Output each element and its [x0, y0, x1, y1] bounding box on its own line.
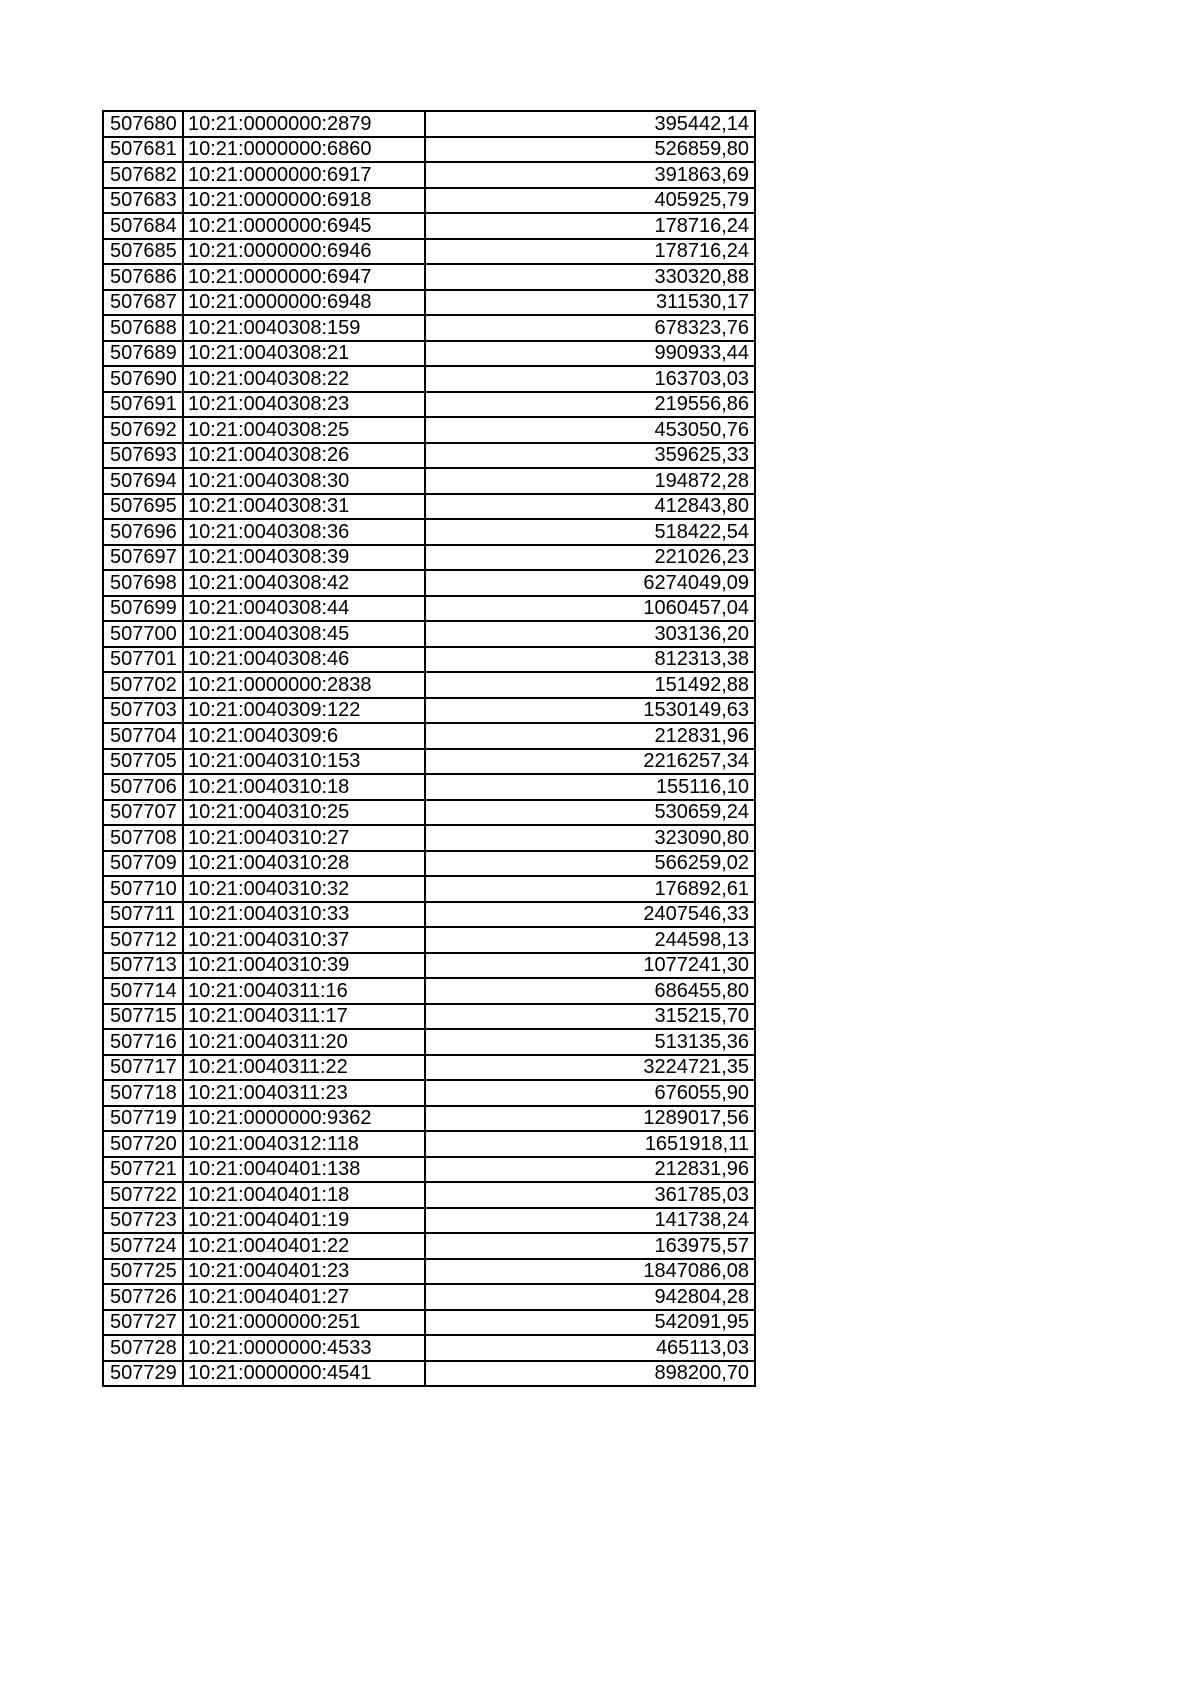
table-row [103, 1233, 755, 1259]
table-row [103, 392, 755, 418]
cadastral-number-cell: 10:21:0040312:118 [183, 1131, 425, 1157]
cadastral-number-cell: 10:21:0000000:6948 [183, 290, 425, 316]
row-number-cell: 507684 [103, 213, 183, 239]
table-row [103, 800, 755, 826]
cadastral-number-cell: 10:21:0040308:45 [183, 621, 425, 647]
table-row [103, 851, 755, 877]
table-row [103, 1004, 755, 1030]
value-cell: 566259,02 [425, 851, 755, 877]
value-cell: 1289017,56 [425, 1106, 755, 1132]
row-number-cell: 507703 [103, 698, 183, 724]
cadastral-number-cell: 10:21:0040308:44 [183, 596, 425, 622]
row-number-cell: 507720 [103, 1131, 183, 1157]
cadastral-number-cell: 10:21:0040311:20 [183, 1029, 425, 1055]
table-row [103, 111, 755, 137]
cadastral-number-cell: 10:21:0040311:16 [183, 978, 425, 1004]
cadastral-number-cell: 10:21:0000000:4533 [183, 1335, 425, 1361]
value-cell: 163975,57 [425, 1233, 755, 1259]
row-number-cell: 507723 [103, 1208, 183, 1234]
value-cell: 1530149,63 [425, 698, 755, 724]
table-row [103, 519, 755, 545]
value-cell: 311530,17 [425, 290, 755, 316]
cadastral-number-cell: 10:21:0000000:2879 [183, 111, 425, 137]
row-number-cell: 507697 [103, 545, 183, 571]
row-number-cell: 507714 [103, 978, 183, 1004]
row-number-cell: 507689 [103, 341, 183, 367]
value-cell: 315215,70 [425, 1004, 755, 1030]
table-row [103, 494, 755, 520]
value-cell: 178716,24 [425, 239, 755, 265]
row-number-cell: 507706 [103, 774, 183, 800]
cadastral-number-cell: 10:21:0000000:6945 [183, 213, 425, 239]
row-number-cell: 507687 [103, 290, 183, 316]
table-row [103, 137, 755, 163]
value-cell: 412843,80 [425, 494, 755, 520]
row-number-cell: 507702 [103, 672, 183, 698]
value-cell: 178716,24 [425, 213, 755, 239]
table-row [103, 1131, 755, 1157]
row-number-cell: 507700 [103, 621, 183, 647]
cadastral-number-cell: 10:21:0040310:37 [183, 927, 425, 953]
table-row [103, 239, 755, 265]
cadastral-number-cell: 10:21:0000000:6947 [183, 264, 425, 290]
table-row [103, 825, 755, 851]
cadastral-number-cell: 10:21:0040310:27 [183, 825, 425, 851]
row-number-cell: 507725 [103, 1259, 183, 1285]
row-number-cell: 507705 [103, 749, 183, 775]
cadastral-number-cell: 10:21:0000000:9362 [183, 1106, 425, 1132]
value-cell: 330320,88 [425, 264, 755, 290]
cadastral-number-cell: 10:21:0040308:30 [183, 468, 425, 494]
cadastral-number-cell: 10:21:0040310:25 [183, 800, 425, 826]
value-cell: 942804,28 [425, 1284, 755, 1310]
value-cell: 2407546,33 [425, 902, 755, 928]
row-number-cell: 507690 [103, 366, 183, 392]
row-number-cell: 507715 [103, 1004, 183, 1030]
table-row [103, 698, 755, 724]
table-row [103, 1335, 755, 1361]
table-row [103, 417, 755, 443]
row-number-cell: 507681 [103, 137, 183, 163]
table-row [103, 468, 755, 494]
row-number-cell: 507704 [103, 723, 183, 749]
cadastral-number-cell: 10:21:0040310:18 [183, 774, 425, 800]
cadastral-number-cell: 10:21:0040308:26 [183, 443, 425, 469]
row-number-cell: 507713 [103, 953, 183, 979]
cadastral-number-cell: 10:21:0040310:33 [183, 902, 425, 928]
table-row [103, 723, 755, 749]
value-cell: 359625,33 [425, 443, 755, 469]
cadastral-number-cell: 10:21:0040308:36 [183, 519, 425, 545]
value-cell: 151492,88 [425, 672, 755, 698]
cadastral-number-cell: 10:21:0040310:32 [183, 876, 425, 902]
table-row [103, 443, 755, 469]
table-row [103, 1284, 755, 1310]
cadastral-number-cell: 10:21:0040401:23 [183, 1259, 425, 1285]
value-cell: 391863,69 [425, 162, 755, 188]
row-number-cell: 507712 [103, 927, 183, 953]
row-number-cell: 507711 [103, 902, 183, 928]
table-row [103, 1106, 755, 1132]
row-number-cell: 507683 [103, 188, 183, 214]
cadastral-number-cell: 10:21:0040308:31 [183, 494, 425, 520]
table-row [103, 1259, 755, 1285]
cadastral-number-cell: 10:21:0000000:6946 [183, 239, 425, 265]
table-row [103, 902, 755, 928]
table-row [103, 1310, 755, 1336]
value-cell: 3224721,35 [425, 1055, 755, 1081]
cadastral-number-cell: 10:21:0000000:6918 [183, 188, 425, 214]
row-number-cell: 507719 [103, 1106, 183, 1132]
row-number-cell: 507698 [103, 570, 183, 596]
row-number-cell: 507710 [103, 876, 183, 902]
table-row [103, 749, 755, 775]
table-body [103, 111, 755, 1386]
value-cell: 526859,80 [425, 137, 755, 163]
table-row [103, 672, 755, 698]
row-number-cell: 507696 [103, 519, 183, 545]
value-cell: 2216257,34 [425, 749, 755, 775]
cadastral-number-cell: 10:21:0040308:46 [183, 647, 425, 673]
value-cell: 530659,24 [425, 800, 755, 826]
value-cell: 194872,28 [425, 468, 755, 494]
value-cell: 686455,80 [425, 978, 755, 1004]
row-number-cell: 507695 [103, 494, 183, 520]
cadastral-number-cell: 10:21:0040308:159 [183, 315, 425, 341]
table-row [103, 1157, 755, 1183]
row-number-cell: 507686 [103, 264, 183, 290]
value-cell: 405925,79 [425, 188, 755, 214]
value-cell: 513135,36 [425, 1029, 755, 1055]
table-row [103, 315, 755, 341]
cadastral-number-cell: 10:21:0000000:4541 [183, 1361, 425, 1387]
table-row [103, 570, 755, 596]
row-number-cell: 507680 [103, 111, 183, 137]
table-row [103, 774, 755, 800]
value-cell: 221026,23 [425, 545, 755, 571]
row-number-cell: 507726 [103, 1284, 183, 1310]
row-number-cell: 507694 [103, 468, 183, 494]
cadastral-number-cell: 10:21:0040311:23 [183, 1080, 425, 1106]
table-row [103, 621, 755, 647]
value-cell: 1651918,11 [425, 1131, 755, 1157]
table-row [103, 1080, 755, 1106]
value-cell: 303136,20 [425, 621, 755, 647]
table-row [103, 162, 755, 188]
table-row [103, 1029, 755, 1055]
table-row [103, 264, 755, 290]
cadastral-number-cell: 10:21:0040309:122 [183, 698, 425, 724]
cadastral-number-cell: 10:21:0040311:22 [183, 1055, 425, 1081]
cadastral-number-cell: 10:21:0040401:27 [183, 1284, 425, 1310]
row-number-cell: 507685 [103, 239, 183, 265]
cadastral-number-cell: 10:21:0040401:22 [183, 1233, 425, 1259]
value-cell: 163703,03 [425, 366, 755, 392]
cadastral-number-cell: 10:21:0040308:22 [183, 366, 425, 392]
cadastral-number-cell: 10:21:0040308:25 [183, 417, 425, 443]
value-cell: 676055,90 [425, 1080, 755, 1106]
row-number-cell: 507721 [103, 1157, 183, 1183]
cadastral-number-cell: 10:21:0000000:6917 [183, 162, 425, 188]
cadastral-number-cell: 10:21:0040311:17 [183, 1004, 425, 1030]
cadastral-number-cell: 10:21:0040310:28 [183, 851, 425, 877]
value-cell: 323090,80 [425, 825, 755, 851]
table-row [103, 927, 755, 953]
value-cell: 6274049,09 [425, 570, 755, 596]
value-cell: 361785,03 [425, 1182, 755, 1208]
value-cell: 141738,24 [425, 1208, 755, 1234]
row-number-cell: 507693 [103, 443, 183, 469]
value-cell: 518422,54 [425, 519, 755, 545]
table-row [103, 596, 755, 622]
row-number-cell: 507682 [103, 162, 183, 188]
table-row [103, 213, 755, 239]
row-number-cell: 507727 [103, 1310, 183, 1336]
value-cell: 542091,95 [425, 1310, 755, 1336]
value-cell: 395442,14 [425, 111, 755, 137]
row-number-cell: 507709 [103, 851, 183, 877]
value-cell: 1060457,04 [425, 596, 755, 622]
value-cell: 465113,03 [425, 1335, 755, 1361]
table-row [103, 341, 755, 367]
value-cell: 219556,86 [425, 392, 755, 418]
table-row [103, 366, 755, 392]
row-number-cell: 507724 [103, 1233, 183, 1259]
table-row [103, 1208, 755, 1234]
cadastral-number-cell: 10:21:0000000:251 [183, 1310, 425, 1336]
row-number-cell: 507722 [103, 1182, 183, 1208]
cadastral-number-cell: 10:21:0040310:39 [183, 953, 425, 979]
row-number-cell: 507699 [103, 596, 183, 622]
table-row [103, 1055, 755, 1081]
value-cell: 678323,76 [425, 315, 755, 341]
cadastral-number-cell: 10:21:0040309:6 [183, 723, 425, 749]
cadastral-number-cell: 10:21:0040308:42 [183, 570, 425, 596]
cadastral-number-cell: 10:21:0000000:6860 [183, 137, 425, 163]
cadastral-number-cell: 10:21:0040401:19 [183, 1208, 425, 1234]
cadastral-number-cell: 10:21:0000000:2838 [183, 672, 425, 698]
row-number-cell: 507688 [103, 315, 183, 341]
table-row [103, 290, 755, 316]
cadastral-number-cell: 10:21:0040308:39 [183, 545, 425, 571]
value-cell: 176892,61 [425, 876, 755, 902]
row-number-cell: 507692 [103, 417, 183, 443]
row-number-cell: 507728 [103, 1335, 183, 1361]
data-table [102, 110, 756, 1387]
cadastral-number-cell: 10:21:0040308:21 [183, 341, 425, 367]
row-number-cell: 507691 [103, 392, 183, 418]
value-cell: 212831,96 [425, 1157, 755, 1183]
value-cell: 244598,13 [425, 927, 755, 953]
row-number-cell: 507708 [103, 825, 183, 851]
table-row [103, 1361, 755, 1387]
table-row [103, 978, 755, 1004]
value-cell: 990933,44 [425, 341, 755, 367]
table-row [103, 876, 755, 902]
value-cell: 212831,96 [425, 723, 755, 749]
value-cell: 812313,38 [425, 647, 755, 673]
row-number-cell: 507701 [103, 647, 183, 673]
row-number-cell: 507729 [103, 1361, 183, 1387]
row-number-cell: 507707 [103, 800, 183, 826]
value-cell: 1077241,30 [425, 953, 755, 979]
table-row [103, 188, 755, 214]
value-cell: 453050,76 [425, 417, 755, 443]
cadastral-number-cell: 10:21:0040308:23 [183, 392, 425, 418]
row-number-cell: 507717 [103, 1055, 183, 1081]
value-cell: 898200,70 [425, 1361, 755, 1387]
row-number-cell: 507718 [103, 1080, 183, 1106]
value-cell: 1847086,08 [425, 1259, 755, 1285]
cadastral-number-cell: 10:21:0040401:138 [183, 1157, 425, 1183]
cadastral-number-cell: 10:21:0040401:18 [183, 1182, 425, 1208]
value-cell: 155116,10 [425, 774, 755, 800]
table-row [103, 953, 755, 979]
table-row [103, 545, 755, 571]
row-number-cell: 507716 [103, 1029, 183, 1055]
table-row [103, 1182, 755, 1208]
cadastral-number-cell: 10:21:0040310:153 [183, 749, 425, 775]
table-row [103, 647, 755, 673]
